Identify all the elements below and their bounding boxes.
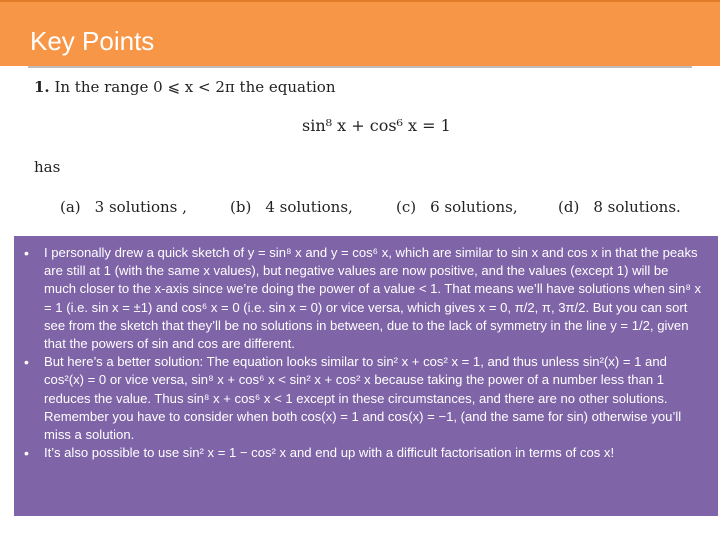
note-bullet-factorisation: • It’s also possible to use sin² x = 1 − cos² x and end up with a difficult factorisation in terms of cos x! bbox=[22, 444, 702, 462]
slide-title: Key Points bbox=[30, 26, 155, 56]
option-a-label: (a) bbox=[60, 198, 81, 216]
note-bullet-sketch: • I personally drew a quick sketch of y = sin⁸ x and y = cos⁶ x, which are similar to sin x and cos x in that the peaks are still at 1 (with the same x values), but negative values are now positive, and the values (except 1) will be much closer to the x-axis since we’re doing the power of a value < 1. That means we’ll have solutions when sin⁸ x = 1 (i.e. sin x = ±1) and cos⁶ x = 0 (i.e. sin x = 0) or vice versa, which gives x = 0, π/2, π, 3π/2. But you can sort see from the sketch that they’ll be no solutions in between, due to the lack of symmetry in the line y = 1/2, given that the powers of sin and cos are different. bbox=[22, 244, 702, 353]
question-equation: sin⁸ x + cos⁶ x = 1 bbox=[302, 116, 451, 135]
option-b-label: (b) bbox=[230, 198, 252, 216]
question-intro-line bbox=[34, 78, 335, 96]
question-intro: In the range 0 ⩽ x < 2π the equation bbox=[54, 78, 336, 96]
option-d bbox=[558, 198, 681, 216]
option-b-text: 4 solutions, bbox=[265, 198, 353, 216]
notes-panel bbox=[14, 236, 718, 516]
option-c bbox=[396, 198, 518, 216]
title-bar bbox=[0, 0, 720, 66]
option-a bbox=[60, 198, 187, 216]
question-number: 1. bbox=[34, 78, 50, 96]
option-a-text: 3 solutions , bbox=[94, 198, 187, 216]
question-has: has bbox=[34, 158, 61, 176]
option-c-label: (c) bbox=[396, 198, 417, 216]
title-divider bbox=[28, 66, 692, 68]
option-d-text: 8 solutions. bbox=[593, 198, 681, 216]
note-bullet-better-solution: • But here’s a better solution: The equation looks similar to sin² x + cos² x = 1, and thus unless sin²(x) = 1 and cos²(x) = 0 or vice versa, sin⁸ x + cos⁶ x < sin² x + cos² x because taking the power of a number less than 1 reduces the value. Thus sin⁸ x + cos⁶ x < 1 except in these circumstances, and there are no other solutions. Remember you have to consider when both cos(x) = 1 and cos(x) = −1, (and the same for sin) otherwise you’ll miss a solution. bbox=[22, 353, 702, 444]
option-d-label: (d) bbox=[558, 198, 580, 216]
option-b bbox=[230, 198, 353, 216]
option-c-text: 6 solutions, bbox=[430, 198, 518, 216]
